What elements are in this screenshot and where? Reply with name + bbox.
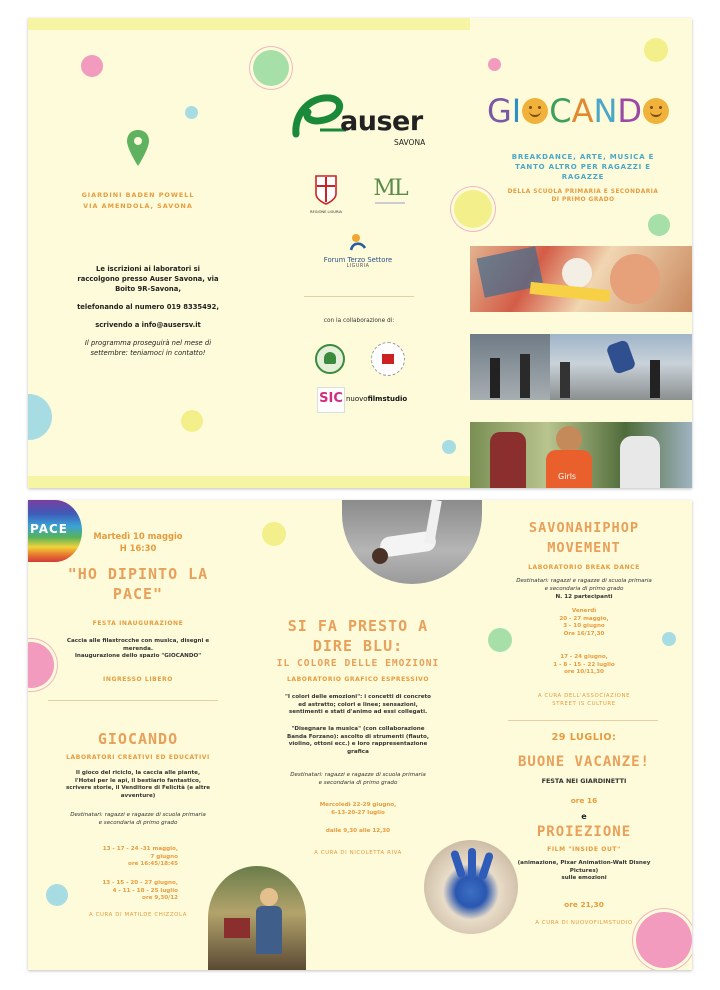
yellow-dot — [262, 522, 286, 546]
film-time: ore 21,30 — [564, 900, 604, 909]
event2-time: dalle 9,30 alle 12,30 — [325, 828, 391, 834]
event2-credit: A CURA DI NICOLETTA RIVA — [314, 850, 402, 856]
regione-liguria-logo: REGIONE LIGURIA — [308, 174, 344, 214]
brochure-inner-page — [28, 500, 692, 970]
giocando-credit: A CURA DI MATILDE CHIZZOLA — [88, 912, 188, 918]
event3-schedule-1: Venerdì 20 - 27 maggio, 3 - 10 giugno Ore 16/17,30 — [559, 608, 609, 637]
event2-title: SI FA PRESTO A DIRE BLU: — [287, 617, 429, 655]
giocando-recipients: Destinatari: ragazzi e ragazze di scuola primaria e secondaria di primo grado — [70, 812, 206, 826]
cover-subtitle: BREAKDANCE, ARTE, MUSICA E TANTO ALTRO PER RAGAZZI E RAGAZZE — [511, 153, 655, 181]
photo-kids-crafting — [470, 246, 692, 312]
blue-half-dot — [28, 394, 52, 440]
event1-title: "HO DIPINTO LA PACE" — [67, 565, 209, 603]
event2-paragraph-2: "Disegnare la musica" (con collaborazione Banda Forzano): ascolto di strumenti (flauto, violino, ottoni ecc.) e loro rappresentazione grafica — [286, 726, 430, 755]
smiley-icon — [522, 98, 548, 124]
email-text: scrivendo a info@ausersv.it — [95, 321, 201, 329]
photo-peace-flag: PACE — [28, 500, 82, 562]
divider — [48, 700, 218, 701]
film-credit: A CURA DI NUOVOFILMSTUDIO — [535, 920, 633, 926]
giocando-schedule-1: 13 - 17 - 24 -31 maggio, 7 giugno ore 16:45/18:45 — [102, 846, 178, 868]
green-dot — [253, 50, 289, 86]
film-name: FILM "INSIDE OUT" — [547, 846, 621, 853]
event2-lab-type: LABORATORIO GRAFICO ESPRESSIVO — [286, 676, 430, 683]
event2-recipients: Destinatari: ragazzi e ragazze di scuola primaria e secondaria di primo grado — [290, 772, 426, 786]
event1-description: Caccia alle filastrocche con musica, disegni e merenda. Inaugurazione dello spazio "GIOCANDO" — [66, 638, 210, 660]
blue-dot-small — [442, 440, 456, 454]
closing-title: BUONE VACANZE! — [517, 754, 650, 770]
signup-info: Le iscrizioni ai laboratori si raccolgono presso Auser Savona, via Boito 9R-Savona, telefonando al numero 019 8335492, scrivendo a info@ausersv.it Il programma proseguirà nel mese di settembre: teniamoci in contatto! — [53, 264, 243, 358]
event1-subtitle: FESTA INAUGURAZIONE — [92, 620, 184, 627]
brochure-outer-page — [28, 18, 692, 488]
closing-party-time: ore 16 — [570, 796, 598, 805]
auser-logo — [290, 90, 440, 150]
yellow-dot — [644, 38, 668, 62]
event2-schedule: Mercoledì 22-29 giugno, 6-13-20-27 luglio — [319, 802, 397, 816]
giocando-section-subtitle: LABORATORI CREATIVI ED EDUCATIVI — [66, 754, 210, 761]
event1-date: Martedì 10 maggio H 16:30 — [93, 531, 183, 553]
top-yellow-band — [28, 18, 470, 30]
event3-participants: N. 12 partecipanti — [555, 594, 613, 600]
partner-tree-icon — [324, 352, 336, 364]
ministry-monogram-icon: ML — [373, 176, 407, 201]
green-dot-small — [648, 214, 670, 236]
event2-paragraph-1: "I colori delle emozioni": i concetti di concreto ed astratto; colori e linee; sensazioni, sentimenti e stati d'animo ad essi collegati. — [284, 694, 432, 716]
pink-dot — [81, 55, 103, 77]
photo-breakdancer — [342, 500, 482, 584]
divider — [508, 720, 658, 721]
collab-label: con la collaborazione di: — [323, 318, 395, 324]
giocando-title: GI CAND — [487, 92, 687, 132]
blue-dot-left — [46, 884, 68, 906]
divider — [304, 296, 414, 297]
film-title: PROIEZIONE — [536, 824, 632, 840]
auser-city: SAVONA — [394, 138, 426, 147]
auser-name: auser — [340, 106, 423, 137]
giocando-section-title: GIOCANDO — [97, 730, 179, 748]
photo-street-dancers — [470, 334, 692, 400]
closing-party: FESTA NEI GIARDINETTI — [541, 777, 627, 785]
event2-subtitle: IL COLORE DELLE EMOZIONI — [276, 658, 440, 669]
phone-text: telefonando al numero 019 8335492, — [77, 303, 219, 311]
yellow-dot-small — [181, 410, 203, 432]
partner-logo-green — [315, 344, 345, 374]
blue-dot — [185, 106, 198, 119]
event3-schedule-2: 17 - 24 giugno, 1 - 8 - 15 - 22 luglio ore 10/11,30 — [553, 654, 615, 676]
nuovofilmstudio-logo: nuovofilmstudio — [346, 395, 408, 403]
seal-flag-icon — [382, 354, 394, 364]
closing-and: e — [581, 812, 587, 821]
closing-date: 29 LUGLIO: — [551, 732, 617, 743]
ministry-logo — [370, 176, 410, 205]
event3-title: SAVONAHIPHOP MOVEMENT — [528, 520, 640, 556]
forum-figure-icon — [348, 232, 368, 252]
smiley-icon — [643, 98, 669, 124]
partner-logo-seal — [371, 342, 405, 376]
giocando-schedule-2: 13 - 15 - 20 - 27 giugno, 4 - 11 - 18 - 25 luglio ore 9,30/12 — [102, 880, 178, 902]
location-pin-icon — [126, 128, 150, 168]
sic-logo: SIC — [317, 387, 345, 413]
bottom-yellow-band — [28, 476, 470, 488]
cover-school-line: DELLA SCUOLA PRIMARIA E SECONDARIA DI PRIMO GRADO — [507, 189, 659, 203]
event3-credit: A CURA DELL'ASSOCIAZIONE STREET IS CULTURE — [537, 693, 631, 707]
photo-kids-smiling: Girls — [470, 422, 692, 488]
pink-dot-small — [488, 58, 501, 71]
regione-crest-icon — [314, 174, 338, 206]
photo-child-garden — [208, 866, 306, 970]
forum-terzo-settore-logo: Forum Terzo Settore LIGURIA — [318, 232, 398, 269]
event3-lab-type: LABORATORIO BREAK DANCE — [528, 564, 640, 571]
event1-free-entry: INGRESSO LIBERO — [103, 676, 173, 683]
giocando-description: Il gioco del riciclo, la caccia alle piante, l'Hotel per le api, il bestiario fantastico, scrivere storie, il Venditore di Felicità (e altre avventure) — [65, 770, 211, 799]
location-text: GIARDINI BADEN POWELL VIA AMENDOLA, SAVONA — [81, 191, 195, 210]
event3-recipients: Destinatari: ragazzi e ragazze di scuola primaria e secondaria di primo grado — [516, 578, 652, 592]
film-description: (animazione, Pixar Animation-Walt Disney Pictures) sulle emozioni — [517, 860, 651, 882]
